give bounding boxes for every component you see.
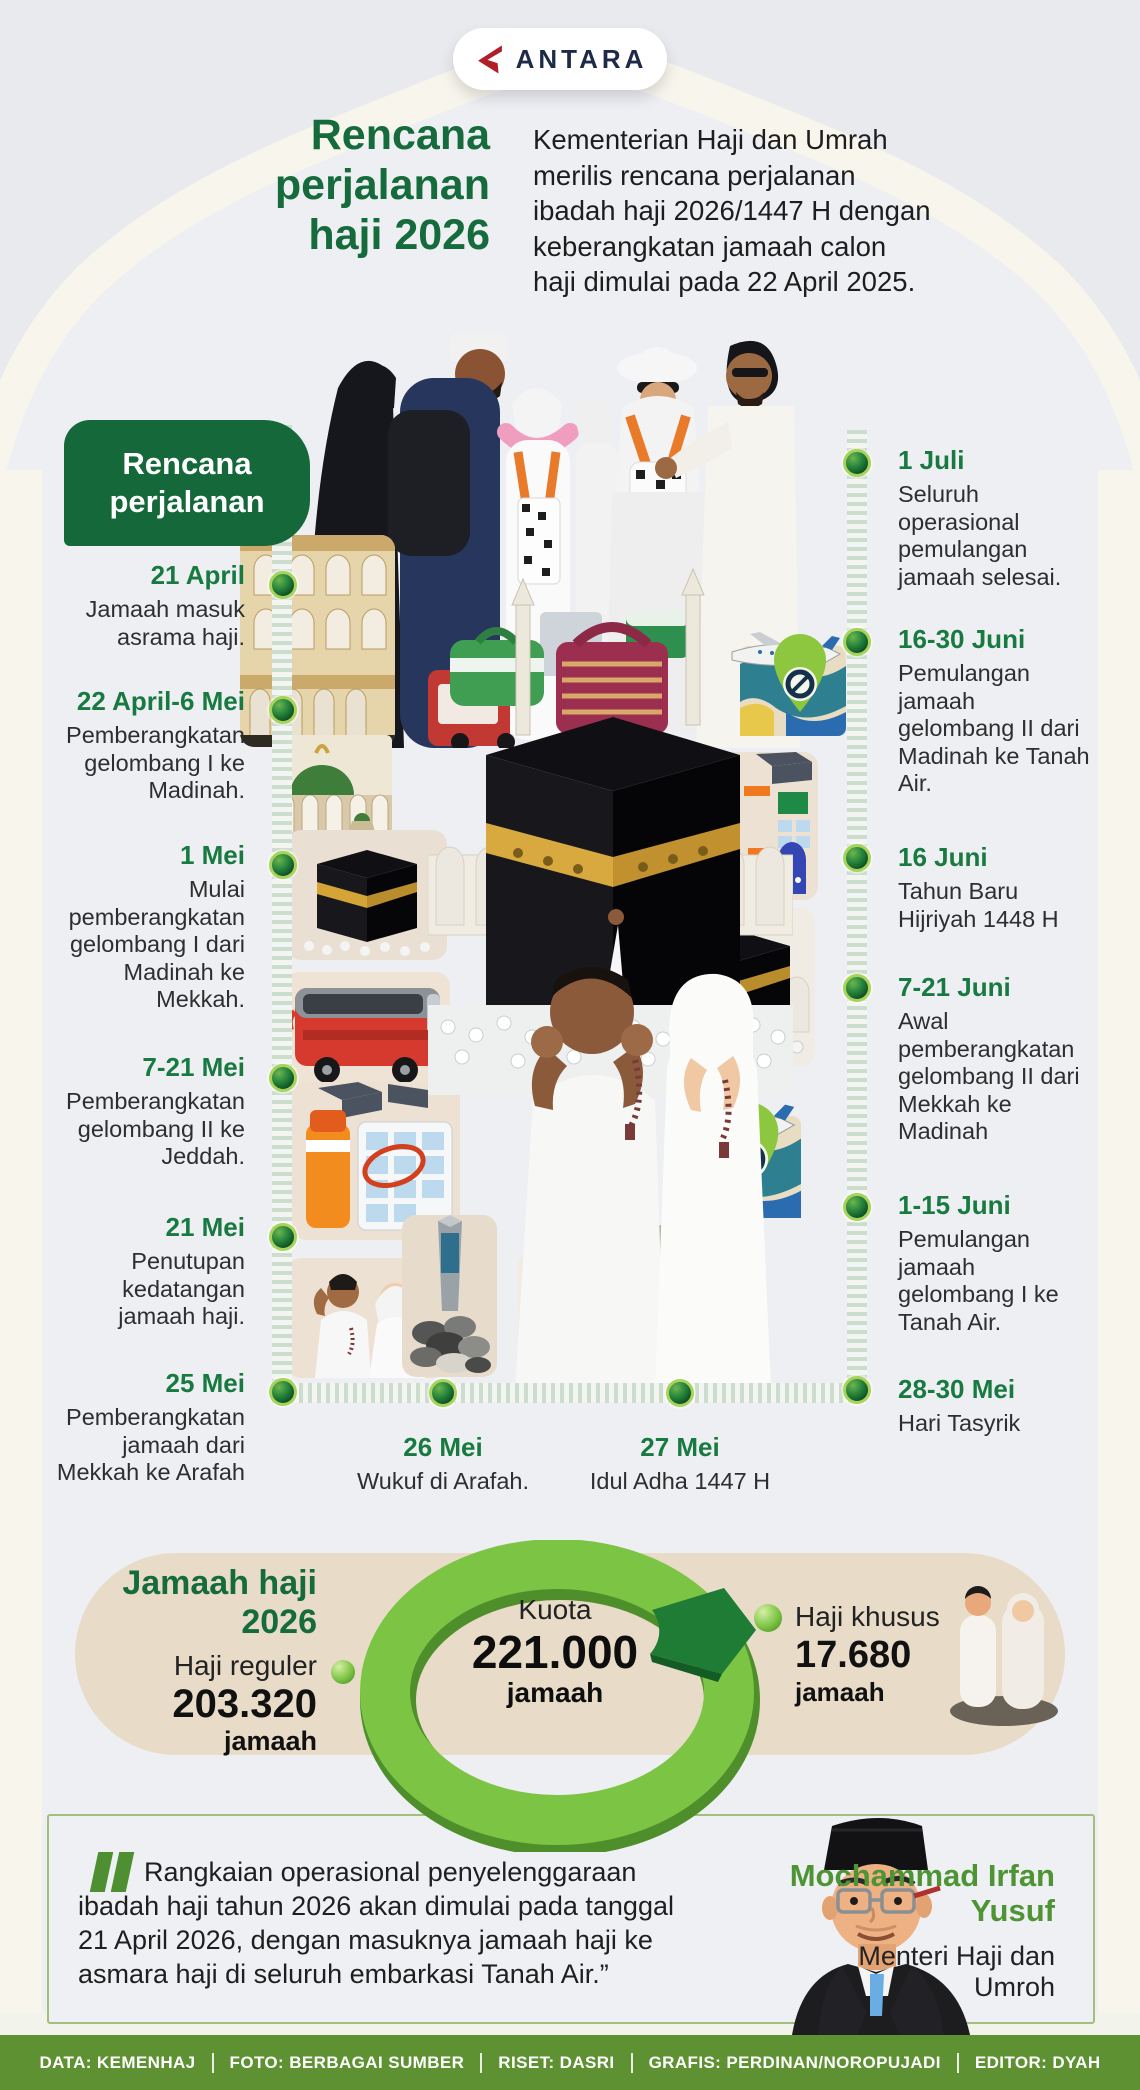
event-desc: Seluruh operasional pemulangan jamaah selesai. <box>898 481 1062 590</box>
event-desc: Pemulangan jamaah gelombang II dari Madinah ke Tanah Air. <box>898 660 1090 796</box>
event-desc: Penutupan kedatangan jamaah haji. <box>118 1248 245 1329</box>
event-desc: Idul Adha 1447 H <box>589 1468 771 1494</box>
timeline-event <box>898 624 1096 798</box>
event-date: 16-30 Juni <box>898 624 1026 654</box>
divider <box>631 2053 633 2073</box>
minister-name: Mochammad Irfan Yusuf <box>789 1858 1055 1928</box>
event-desc: Awal pemberangkatan gelombang II dari Mekkah ke Madinah <box>898 1008 1080 1144</box>
timeline-event <box>898 1374 1096 1438</box>
left-margin-band <box>0 400 42 2035</box>
event-date: 1-15 Juni <box>898 1190 1011 1220</box>
timeline-event <box>898 972 1096 1146</box>
event-desc: Hari Tasyrik <box>898 1410 1021 1436</box>
divider <box>212 2053 214 2073</box>
special-hajj-unit: jamaah <box>795 1677 885 1707</box>
minister-role: Menteri Haji dan Umroh <box>858 1941 1055 2002</box>
event-desc: Wukuf di Arafah. <box>357 1468 529 1494</box>
timeline-event <box>40 686 245 805</box>
antara-logo <box>453 28 667 90</box>
timeline-event <box>560 1432 800 1496</box>
connector-dot <box>331 1660 355 1684</box>
timeline-dot <box>269 696 297 724</box>
event-desc: Pemberangkatan gelombang I ke Madinah. <box>66 722 245 803</box>
timeline-dot <box>843 1193 871 1221</box>
antara-logo-text: ANTARA <box>515 43 648 74</box>
event-date: 21 April <box>150 560 245 590</box>
timeline-dot <box>269 1223 297 1251</box>
timeline-dot <box>269 851 297 879</box>
event-desc: Tahun Baru Hijriyah 1448 H <box>898 878 1059 932</box>
credit-editor: EDITOR: DYAH <box>974 2052 1101 2072</box>
quota-value: 221.000 <box>471 1626 639 1678</box>
event-date: 22 April-6 Mei <box>76 686 245 716</box>
event-date: 28-30 Mei <box>898 1374 1016 1404</box>
timeline-event <box>40 1052 245 1171</box>
intro-paragraph: Kementerian Haji dan Umrah merilis rencana perjalanan ibadah haji 2026/1447 H dengan keberangkatan jamaah calon haji dimulai pada 22 April 2025. <box>533 124 931 297</box>
kaaba-small-left-illustration <box>287 830 447 960</box>
event-date: 1 Mei <box>179 840 245 870</box>
pilgrim-couple-icon <box>940 1575 1065 1730</box>
regular-hajj-label: Haji reguler <box>173 1650 317 1681</box>
timeline-dot <box>429 1379 457 1407</box>
antara-logo-mark-icon <box>473 42 507 76</box>
timeline-event <box>40 1212 245 1331</box>
hajj-dormitory-building-illustration <box>240 535 395 747</box>
timeline-dot <box>269 571 297 599</box>
quota-label: Kuota <box>518 1594 592 1625</box>
divider <box>480 2053 482 2073</box>
timeline-event <box>323 1432 563 1496</box>
credit-data: DATA: KEMENHAJ <box>39 2052 196 2072</box>
timeline-bar-right <box>847 430 867 1403</box>
timeline-dot <box>843 844 871 872</box>
page-title: Rencana perjalanan haji 2026 <box>274 111 490 259</box>
praying-couple-main-illustration <box>495 920 805 1390</box>
right-margin-band <box>1098 400 1140 2035</box>
special-hajj-label: Haji khusus <box>795 1601 940 1632</box>
timeline-dot <box>269 1064 297 1092</box>
event-desc: Pemberangkatan gelombang II ke Jeddah. <box>66 1088 245 1169</box>
event-date: 1 Juli <box>898 445 965 475</box>
regular-hajj-unit: jamaah <box>223 1726 317 1756</box>
timeline-event <box>40 560 245 651</box>
timeline-dot <box>843 974 871 1002</box>
event-date: 7-21 Mei <box>142 1052 245 1082</box>
stats-heading: Jamaah haji 2026 <box>122 1564 317 1641</box>
divider <box>957 2053 959 2073</box>
event-desc: Jamaah masuk asrama haji. <box>85 596 245 650</box>
event-desc: Pemberangkatan jamaah dari Mekkah ke Arafah <box>56 1404 245 1485</box>
quote-text: Rangkaian operasional penyelenggaraan ibadah haji tahun 2026 akan dimulai pada tanggal 21 April 2026, dengan masuknya jamaah haji ke asmara haji di seluruh embarkasi Tanah Air.” <box>78 1857 674 1989</box>
timeline-dot <box>843 628 871 656</box>
event-date: 27 Mei <box>640 1432 720 1462</box>
timeline-dot <box>843 1376 871 1404</box>
timeline-event <box>40 840 245 1014</box>
credit-riset: RISET: DASRI <box>498 2052 615 2072</box>
timeline-event <box>898 842 1096 933</box>
pebbles-marker-illustration <box>402 1215 497 1377</box>
special-hajj-value: 17.680 <box>795 1634 912 1676</box>
credits-footer <box>0 2035 1140 2090</box>
credit-foto: FOTO: BERBAGAI SUMBER <box>229 2052 465 2072</box>
timeline-dot <box>666 1379 694 1407</box>
timeline-bar-bottom <box>272 1383 867 1403</box>
regular-hajj-value: 203.320 <box>172 1682 317 1726</box>
quota-block <box>430 1594 680 1708</box>
event-desc: Mulai pemberangkatan gelombang I dari Madinah ke Mekkah. <box>68 876 245 1012</box>
section-tab-rencana-perjalanan: Rencana perjalanan <box>64 420 310 546</box>
credit-grafis: GRAFIS: PERDINAN/NOROPUJADI <box>648 2052 941 2072</box>
timeline-event <box>898 1190 1096 1336</box>
connector-dot <box>754 1604 782 1632</box>
event-date: 21 Mei <box>165 1212 245 1242</box>
timeline-dot <box>269 1378 297 1406</box>
event-date: 16 Juni <box>898 842 988 872</box>
timeline-event <box>40 1368 245 1487</box>
event-date: 26 Mei <box>403 1432 483 1462</box>
event-date: 25 Mei <box>165 1368 245 1398</box>
timeline-dot <box>843 449 871 477</box>
event-desc: Pemulangan jamaah gelombang I ke Tanah Air. <box>898 1226 1059 1335</box>
event-date: 7-21 Juni <box>898 972 1011 1002</box>
timeline-event <box>898 445 1096 591</box>
bus-illustration <box>285 972 450 1094</box>
quota-unit: jamaah <box>506 1677 604 1708</box>
quote-attribution <box>785 1858 1055 2003</box>
